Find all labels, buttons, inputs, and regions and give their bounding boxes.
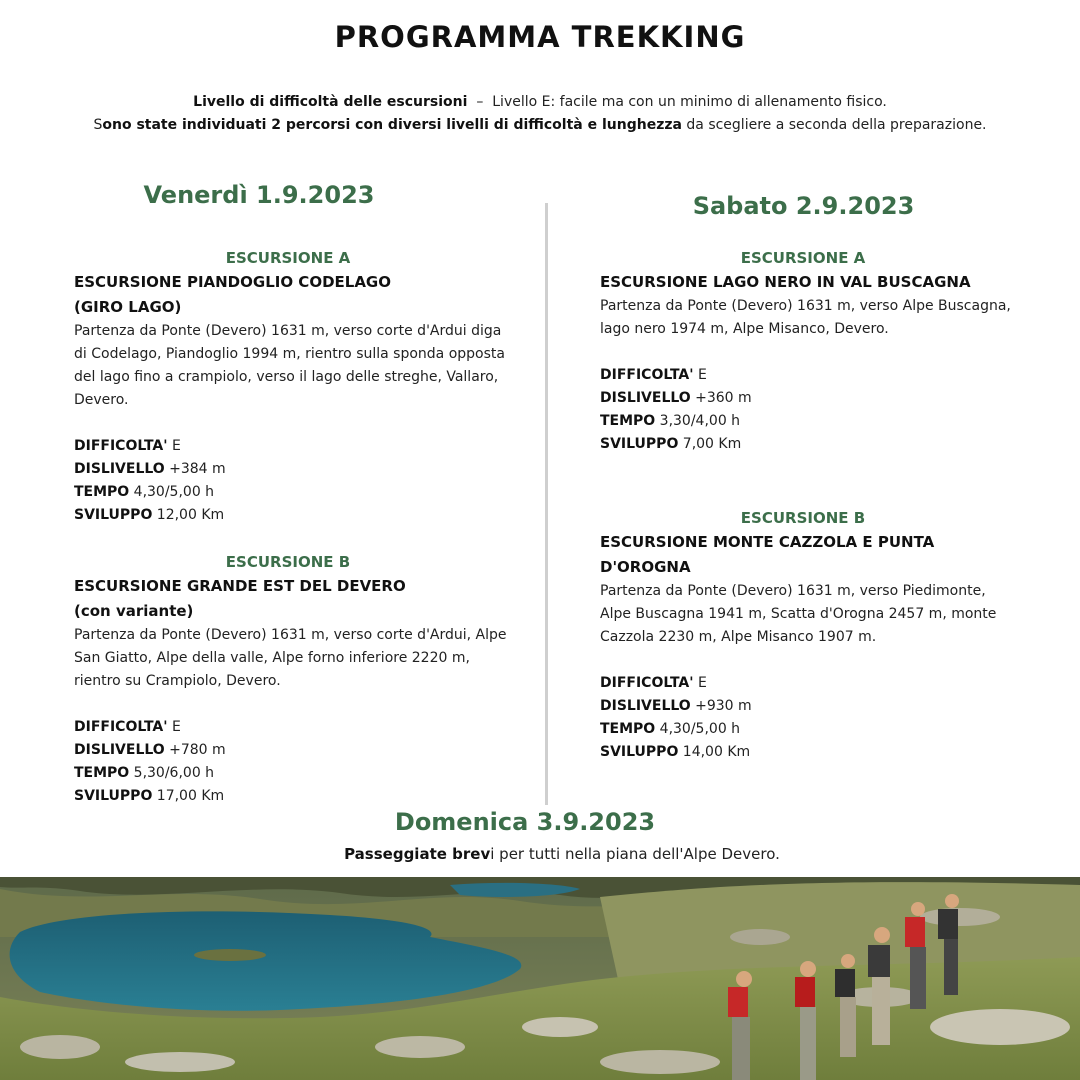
- stat-label: SVILUPPO: [74, 507, 153, 523]
- intro-line-2-start: S: [93, 117, 103, 133]
- excursion-stats: [600, 364, 1020, 456]
- stat-label: TEMPO: [600, 721, 656, 737]
- stat-dislivello: [74, 458, 514, 481]
- stat-value: +780 m: [164, 742, 226, 758]
- friday-excursion-b: [74, 550, 514, 808]
- stat-difficolta: [74, 435, 514, 458]
- sunday-description-rest: i per tutti nella piana dell'Alpe Devero.: [490, 845, 780, 863]
- intro-line-1: [0, 91, 1080, 114]
- stat-tempo: [74, 762, 514, 785]
- stat-value: 14,00 Km: [678, 744, 751, 760]
- stat-dislivello: [600, 387, 1020, 410]
- excursion-title: ESCURSIONE LAGO NERO IN VAL BUSCAGNA: [600, 273, 971, 291]
- page-title: PROGRAMMA TREKKING: [334, 20, 746, 54]
- sunday-description-bold: Passeggiate brev: [344, 845, 491, 863]
- excursion-description: Partenza da Ponte (Devero) 1631 m, verso corte d'Ardui diga di Codelago, Piandoglio 1994 m, rientro sulla sponda opposta del lago fino a crampiolo, verso il lago delle streghe, Vallaro, Devero.: [74, 323, 505, 408]
- stat-value: 3,30/4,00 h: [655, 413, 741, 429]
- stat-label: DIFFICOLTA': [600, 367, 694, 383]
- stat-dislivello: [600, 695, 1020, 718]
- stat-value: 7,00 Km: [678, 436, 742, 452]
- routes-heading: ono state individuati 2 percorsi con diversi livelli di difficoltà e lunghezza: [102, 117, 682, 133]
- stat-tempo: [74, 481, 514, 504]
- stat-value: 17,00 Km: [152, 788, 225, 804]
- stat-value: +360 m: [690, 390, 752, 406]
- stat-value: 4,30/5,00 h: [129, 484, 215, 500]
- stat-tempo: [600, 410, 1020, 433]
- stat-sviluppo: [74, 785, 514, 808]
- excursion-label: ESCURSIONE A: [740, 249, 866, 267]
- excursion-stats: [74, 716, 514, 808]
- excursion-description: Partenza da Ponte (Devero) 1631 m, verso corte d'Ardui, Alpe San Giatto, Alpe della valle, Alpe forno inferiore 2220 m, rientro su Crampiolo, Devero.: [74, 627, 507, 689]
- routes-description: da scegliere a seconda della preparazione.: [681, 117, 987, 133]
- excursion-label: ESCURSIONE B: [225, 553, 351, 571]
- stat-difficolta: [600, 672, 1020, 695]
- stat-label: DIFFICOLTA': [74, 438, 168, 454]
- day-heading-sunday: Domenica 3.9.2023: [394, 808, 656, 836]
- excursion-title-line-2: (con variante): [74, 602, 194, 620]
- column-divider: [545, 203, 548, 805]
- day-heading-saturday: Sabato 2.9.2023: [692, 192, 915, 220]
- saturday-excursion-a: [600, 246, 1020, 456]
- stat-difficolta: [74, 716, 514, 739]
- stat-value: +384 m: [164, 461, 226, 477]
- excursion-description: Partenza da Ponte (Devero) 1631 m, verso Piedimonte, Alpe Buscagna 1941 m, Scatta d'Orogna 2457 m, monte Cazzola 2230 m, Alpe Misanco 1907 m.: [600, 583, 997, 645]
- stat-value: 12,00 Km: [152, 507, 225, 523]
- stat-difficolta: [600, 364, 1020, 387]
- friday-column: [74, 246, 514, 808]
- stat-label: TEMPO: [74, 484, 130, 500]
- excursion-title-line-2: D'OROGNA: [600, 558, 691, 576]
- stat-label: DISLIVELLO: [74, 742, 165, 758]
- stat-label: DIFFICOLTA': [600, 675, 694, 691]
- stat-value: E: [693, 675, 707, 691]
- excursion-description: Partenza da Ponte (Devero) 1631 m, verso Alpe Buscagna, lago nero 1974 m, Alpe Misanco, Devero.: [600, 298, 1011, 337]
- stat-value: 4,30/5,00 h: [655, 721, 741, 737]
- stat-value: E: [693, 367, 707, 383]
- difficulty-heading: Livello di difficoltà delle escursioni: [193, 94, 468, 110]
- saturday-excursion-b: [600, 506, 1020, 764]
- stat-label: SVILUPPO: [600, 744, 679, 760]
- stat-label: DISLIVELLO: [600, 390, 691, 406]
- saturday-column: [600, 246, 1020, 764]
- stat-sviluppo: [600, 741, 1020, 764]
- excursion-stats: [74, 435, 514, 527]
- stat-label: DISLIVELLO: [600, 698, 691, 714]
- excursion-title: ESCURSIONE GRANDE EST DEL DEVERO: [74, 577, 406, 595]
- excursion-title: ESCURSIONE MONTE CAZZOLA E PUNTA: [600, 533, 935, 551]
- stat-value: 5,30/6,00 h: [129, 765, 215, 781]
- stat-value: E: [167, 719, 181, 735]
- stat-label: SVILUPPO: [74, 788, 153, 804]
- stat-value: E: [167, 438, 181, 454]
- stat-value: +930 m: [690, 698, 752, 714]
- stat-label: TEMPO: [600, 413, 656, 429]
- intro-text: [0, 91, 1080, 137]
- excursion-stats: [600, 672, 1020, 764]
- stat-dislivello: [74, 739, 514, 762]
- excursion-label: ESCURSIONE B: [740, 509, 866, 527]
- intro-line-2: [0, 114, 1080, 137]
- excursion-label: ESCURSIONE A: [225, 249, 351, 267]
- stat-label: SVILUPPO: [600, 436, 679, 452]
- mountain-lake-hikers-photo: [0, 877, 1080, 1080]
- stat-sviluppo: [74, 504, 514, 527]
- friday-excursion-a: [74, 246, 514, 527]
- difficulty-description: – Livello E: facile ma con un minimo di allenamento fisico.: [467, 94, 887, 110]
- stat-sviluppo: [600, 433, 1020, 456]
- sunday-description: [0, 843, 1080, 865]
- stat-label: DISLIVELLO: [74, 461, 165, 477]
- stat-label: DIFFICOLTA': [74, 719, 168, 735]
- excursion-title: ESCURSIONE PIANDOGLIO CODELAGO: [74, 273, 391, 291]
- day-heading-friday: Venerdì 1.9.2023: [143, 181, 375, 209]
- excursion-title-line-2: (GIRO LAGO): [74, 298, 182, 316]
- stat-tempo: [600, 718, 1020, 741]
- stat-label: TEMPO: [74, 765, 130, 781]
